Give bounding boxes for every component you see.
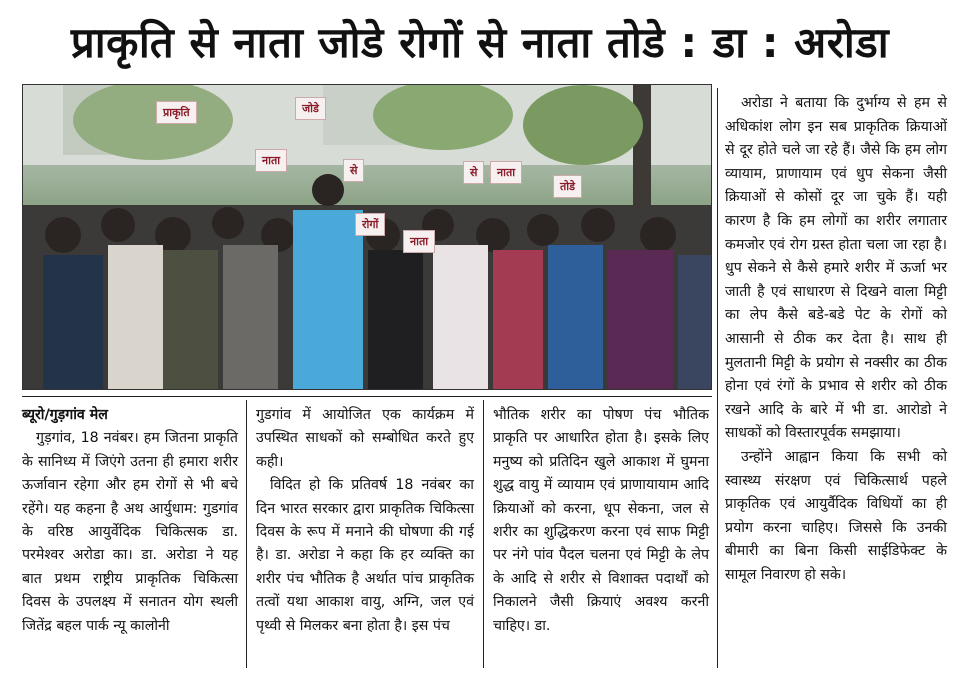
protest-sign: से xyxy=(343,159,364,182)
protest-sign: नाता xyxy=(490,161,522,184)
protest-sign: नाता xyxy=(255,149,287,172)
protest-sign: जोडे xyxy=(295,97,326,120)
byline: ब्यूरो/गुड़गांव मेल xyxy=(22,407,108,423)
crowd-illustration xyxy=(23,85,712,390)
paragraph: गुडगांव में आयोजित एक कार्यक्रम में उपस्थित साधकों को सम्बोधित करते हुए कही। xyxy=(256,407,474,470)
paragraph: उन्होंने आह्वान किया कि सभी को स्वास्थ्य संरक्षण एवं चिकित्सार्थ पहले प्राकृतिक एवं आयुर्वैदिक विधियों का ही प्रयोग करना चाहिए। जिससे कि उनकी बीमारी का बिना किसी साईडिफेक्ट के सामूल निवारण हो सके। xyxy=(725,448,947,583)
article-column-2 xyxy=(256,404,474,638)
article-column-3 xyxy=(493,404,709,638)
headline: प्राकृति से नाता जोडे रोगों से नाता तोडे : डा : अरोडा xyxy=(70,17,890,67)
protest-sign: तोडे xyxy=(553,175,582,198)
protest-sign: प्राकृति xyxy=(156,101,197,124)
news-photo xyxy=(22,84,712,390)
protest-sign: रोगों xyxy=(355,213,385,236)
paragraph: गुड़गांव, 18 नवंबर। हम जितना प्राकृति के सानिध्य में जिएंगे उतना ही हमारा शरीर ऊर्जावान रहेगा और हम रोगों से भी बचे रहेंगे। यह कहना है अथ आर्युधाम: गुडगांव के वरिष्ठ आयुर्वेदिक चिकित्सक डा. परमेश्वर अरोडा का। डा. अरोडा ने यह बात प्रथम राष्ट्रीय प्राकृतिक चिकित्सा दिवस के उपलक्ष्य में सनातन योग स्थली जितेंद्र बहल पार्क न्यू कालोनी xyxy=(22,430,238,634)
article-column-1 xyxy=(22,404,238,638)
paragraph: अरोडा ने बताया कि दुर्भाग्य से हम से अधिकांश लोग इन सब प्राकृतिक क्रियाओं से दूर होते चले जा रहे हैं। जैसे कि हम लोग व्यायाम, प्राणायाम एवं धुप सेकना जैसी क्रियाओं से कोसों दूर जा चुके हैं। यही कारण है कि हम लोगों का शरीर लगातार कमजोर एवं रोग ग्रस्त होता चला जा रहा है। धुप सेकने से कैसे हमारे शरीर में ऊर्जा भर जाती है एवं साधारण से दिखने वाला मिट्टी का लेप कैसे बडे-बडे पेट के रोगों को आसानी से ठीक कर देता है। साथ ही मुलतानी मिट्टी के प्रयोग से नक्सीर का ठीक होना एवं रंगों के प्रभाव से शरीर को ठीक रखने आदि के बारे में भी डा. आरोडो ने साधकों को विस्तारपूर्वक समझाया। xyxy=(725,95,947,442)
protest-sign: से xyxy=(463,161,484,184)
paragraph: विदित हो कि प्रतिवर्ष 18 नवंबर का दिन भारत सरकार द्वारा प्राकृतिक चिकित्सा दिवस के रूप में मनाने की घोषणा की गई है। डा. अरोडा ने कहा कि हर व्यक्ति का शरीर पंच भौतिक है अर्थात पांच प्राकृतिक तत्वों यथा आकाश वायु, अग्नि, जल एवं पृथ्वी से मिलकर बना होता है। इस पंच xyxy=(256,477,474,634)
article-column-4 xyxy=(725,92,947,587)
paragraph: भौतिक शरीर का पोषण पंच भौतिक प्राकृति पर आधारित होता है। इसके लिए मनुष्य को प्रतिदिन खुले आकाश में घुमना शुद्ध वायु में व्यायाम एवं प्राणायायाम आदि क्रियाओं को करना, धूप सेकना, जल से शरीर का शुद्धिकरण करना एवं साफ मिट्टी पर नंगे पांव पैदल चलना एवं मिट्टी के लेप के आदि से शरीर से विशाक्त पदार्थों को निकालने जैसी क्रियाएं अवश्य करनी चाहिए। डा. xyxy=(493,407,709,634)
protest-sign: नाता xyxy=(403,230,435,253)
